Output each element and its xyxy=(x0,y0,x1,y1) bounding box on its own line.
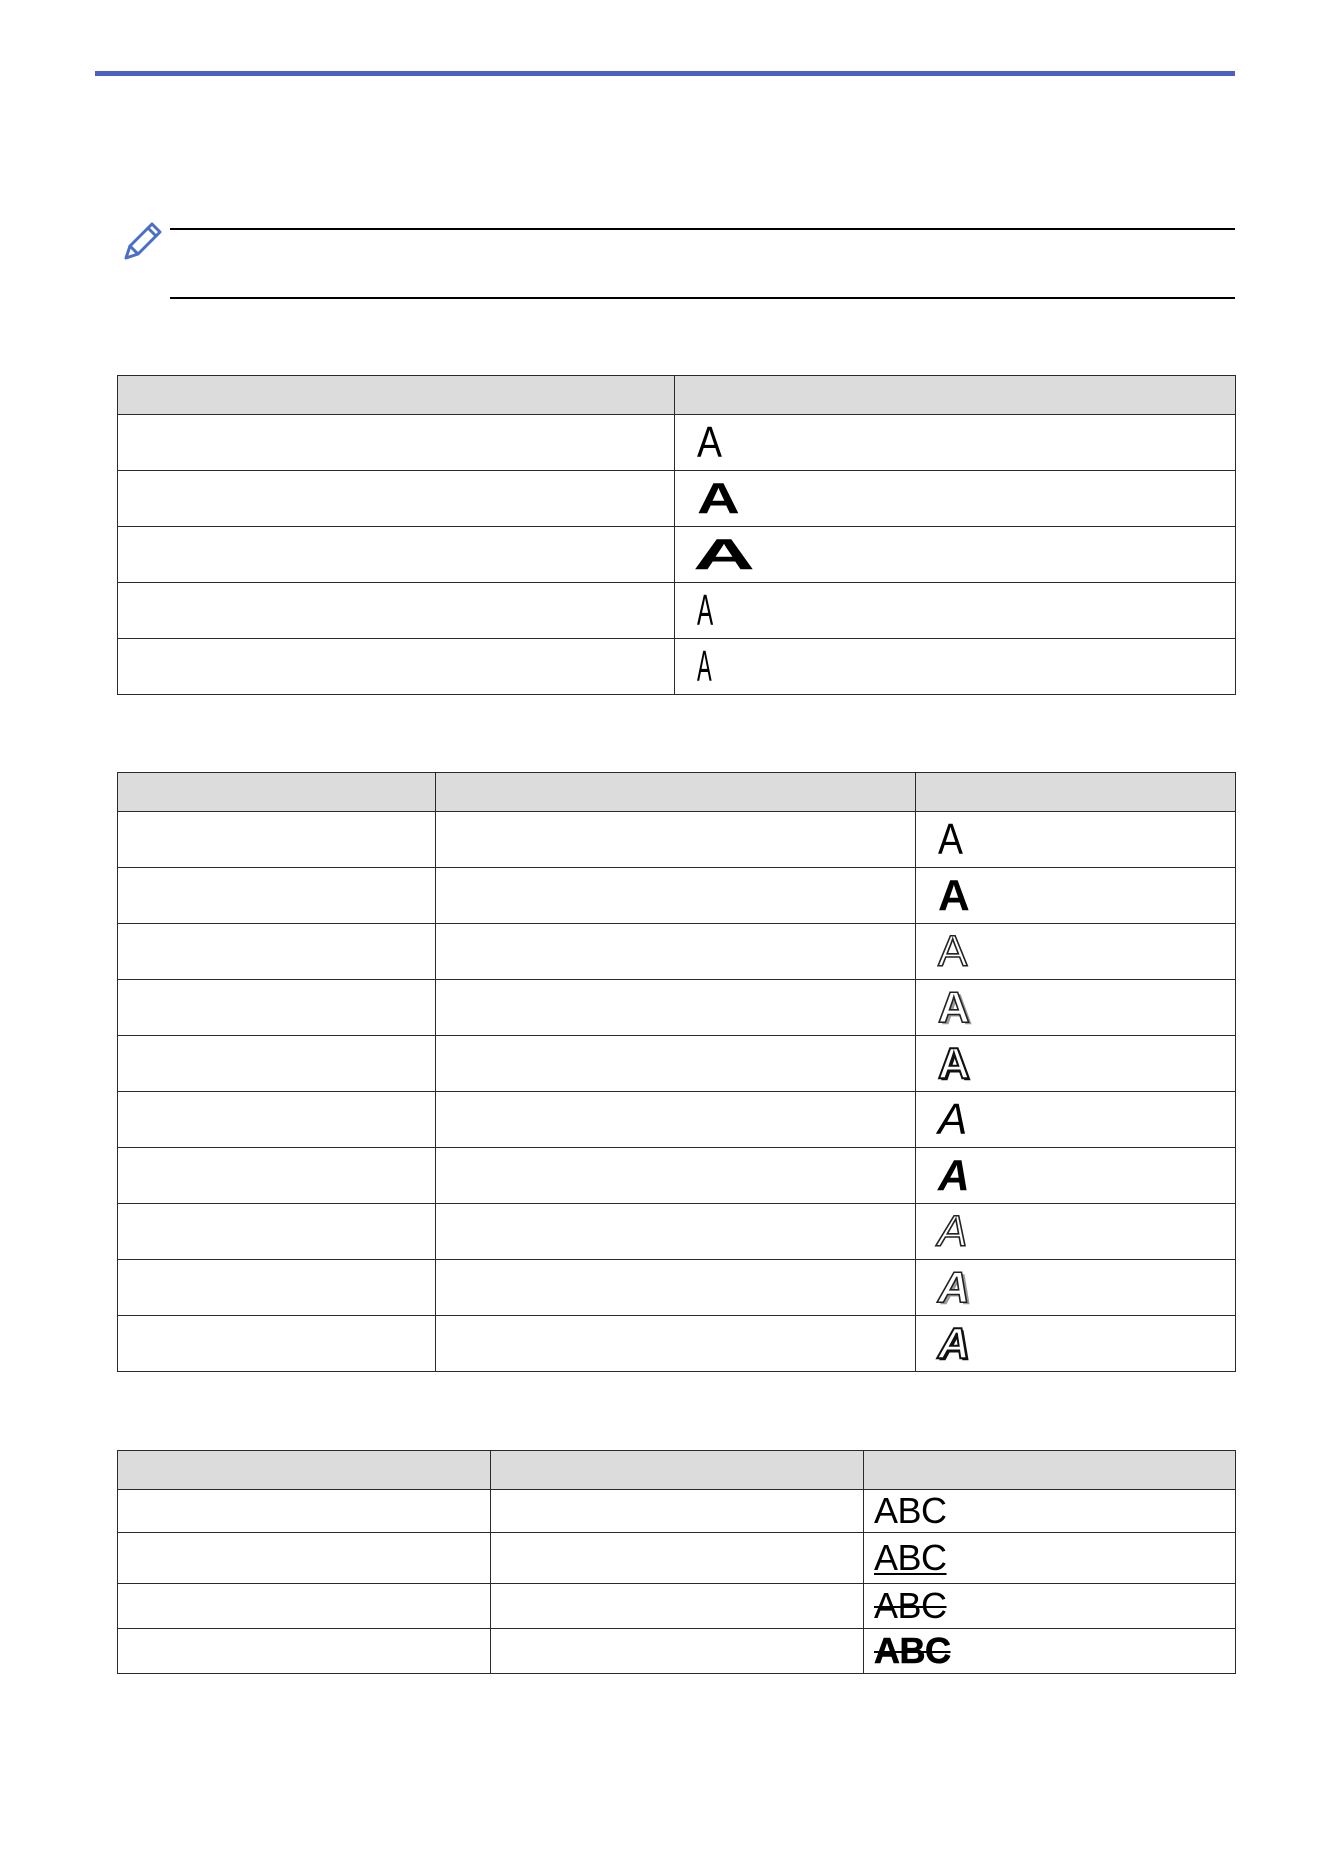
table-row xyxy=(118,1584,1236,1629)
sample-glyph: A xyxy=(938,1038,970,1088)
table-cell xyxy=(118,1148,436,1204)
sample-glyph: A xyxy=(697,641,712,691)
sample-cell xyxy=(916,1092,1236,1148)
sample-glyph: A xyxy=(938,926,968,976)
table-cell xyxy=(118,583,675,639)
table-row xyxy=(118,1260,1236,1316)
sample-cell xyxy=(675,583,1236,639)
sample-glyph: A xyxy=(938,814,963,864)
sample-glyph: A xyxy=(938,1150,970,1200)
table-row xyxy=(118,471,1236,527)
sample-cell xyxy=(864,1533,1236,1584)
table-cell xyxy=(118,1036,436,1092)
table-cell xyxy=(491,1629,864,1674)
note-top-rule xyxy=(170,228,1235,230)
sample-glyph: A xyxy=(697,417,722,467)
table-cell xyxy=(118,812,436,868)
column-header xyxy=(436,773,916,812)
sample-glyph: A xyxy=(938,870,970,920)
table-cell xyxy=(118,868,436,924)
table-cell xyxy=(118,980,436,1036)
table-cell xyxy=(118,1204,436,1260)
table-row xyxy=(118,1533,1236,1584)
sample-glyph: A xyxy=(693,529,755,579)
table-row xyxy=(118,1092,1236,1148)
table-header-row xyxy=(118,1451,1236,1490)
table-cell xyxy=(118,1533,491,1584)
sample-cell xyxy=(675,527,1236,583)
table-row xyxy=(118,639,1236,695)
sample-cell xyxy=(916,812,1236,868)
table-cell xyxy=(118,1490,491,1533)
column-header xyxy=(118,773,436,812)
sample-cell xyxy=(916,980,1236,1036)
sample-glyph: A xyxy=(938,1094,968,1144)
sample-cell xyxy=(916,1148,1236,1204)
table-cell xyxy=(118,527,675,583)
table-cell xyxy=(118,1316,436,1372)
table-cell xyxy=(118,1092,436,1148)
width-table xyxy=(117,375,1236,695)
table-header-row xyxy=(118,773,1236,812)
sample-cell xyxy=(864,1584,1236,1629)
table-row xyxy=(118,527,1236,583)
sample-cell xyxy=(675,639,1236,695)
table-cell xyxy=(436,1092,916,1148)
table-cell xyxy=(436,924,916,980)
sample-cell xyxy=(675,471,1236,527)
sample-text: ABC xyxy=(874,1585,947,1626)
table-cell xyxy=(118,639,675,695)
style-table xyxy=(117,772,1236,1372)
note-bottom-rule xyxy=(170,297,1235,299)
table-row xyxy=(118,1490,1236,1533)
top-accent-rule xyxy=(95,71,1235,76)
sample-glyph: A xyxy=(697,585,714,635)
sample-glyph: A xyxy=(697,473,740,523)
column-header xyxy=(864,1451,1236,1490)
pencil-icon xyxy=(120,218,166,264)
table-cell xyxy=(118,415,675,471)
table-cell xyxy=(436,1316,916,1372)
table-cell xyxy=(118,471,675,527)
sample-glyph: A xyxy=(938,1262,970,1312)
line-table xyxy=(117,1450,1236,1674)
table-cell xyxy=(118,1584,491,1629)
sample-cell xyxy=(916,1260,1236,1316)
table-cell xyxy=(436,1148,916,1204)
table-row xyxy=(118,1036,1236,1092)
table-cell xyxy=(436,1204,916,1260)
table-row xyxy=(118,980,1236,1036)
table-header-row xyxy=(118,376,1236,415)
sample-cell xyxy=(864,1490,1236,1533)
sample-glyph: A xyxy=(938,1206,968,1256)
table-row xyxy=(118,868,1236,924)
sample-cell xyxy=(916,1036,1236,1092)
table-cell xyxy=(491,1533,864,1584)
table-cell xyxy=(436,812,916,868)
table-row xyxy=(118,812,1236,868)
table-row xyxy=(118,415,1236,471)
table-cell xyxy=(436,1036,916,1092)
table-row xyxy=(118,583,1236,639)
sample-cell xyxy=(916,1316,1236,1372)
sample-cell xyxy=(916,924,1236,980)
table-row xyxy=(118,1148,1236,1204)
sample-cell xyxy=(675,415,1236,471)
column-header xyxy=(916,773,1236,812)
sample-glyph: A xyxy=(938,1318,970,1368)
table-cell xyxy=(118,1260,436,1316)
sample-text: ABC xyxy=(874,1490,947,1531)
table-row xyxy=(118,1629,1236,1674)
column-header xyxy=(675,376,1236,415)
table-row xyxy=(118,1316,1236,1372)
table-row xyxy=(118,924,1236,980)
sample-glyph: A xyxy=(938,982,970,1032)
table-cell xyxy=(436,1260,916,1316)
table-row xyxy=(118,1204,1236,1260)
column-header xyxy=(118,1451,491,1490)
sample-text: ABC xyxy=(874,1537,947,1578)
column-header xyxy=(491,1451,864,1490)
sample-cell xyxy=(916,868,1236,924)
table-cell xyxy=(436,980,916,1036)
column-header xyxy=(118,376,675,415)
table-cell xyxy=(491,1584,864,1629)
sample-cell xyxy=(864,1629,1236,1674)
table-cell xyxy=(118,924,436,980)
table-cell xyxy=(491,1490,864,1533)
sample-text: ABC xyxy=(874,1630,951,1671)
sample-cell xyxy=(916,1204,1236,1260)
table-cell xyxy=(436,868,916,924)
table-cell xyxy=(118,1629,491,1674)
